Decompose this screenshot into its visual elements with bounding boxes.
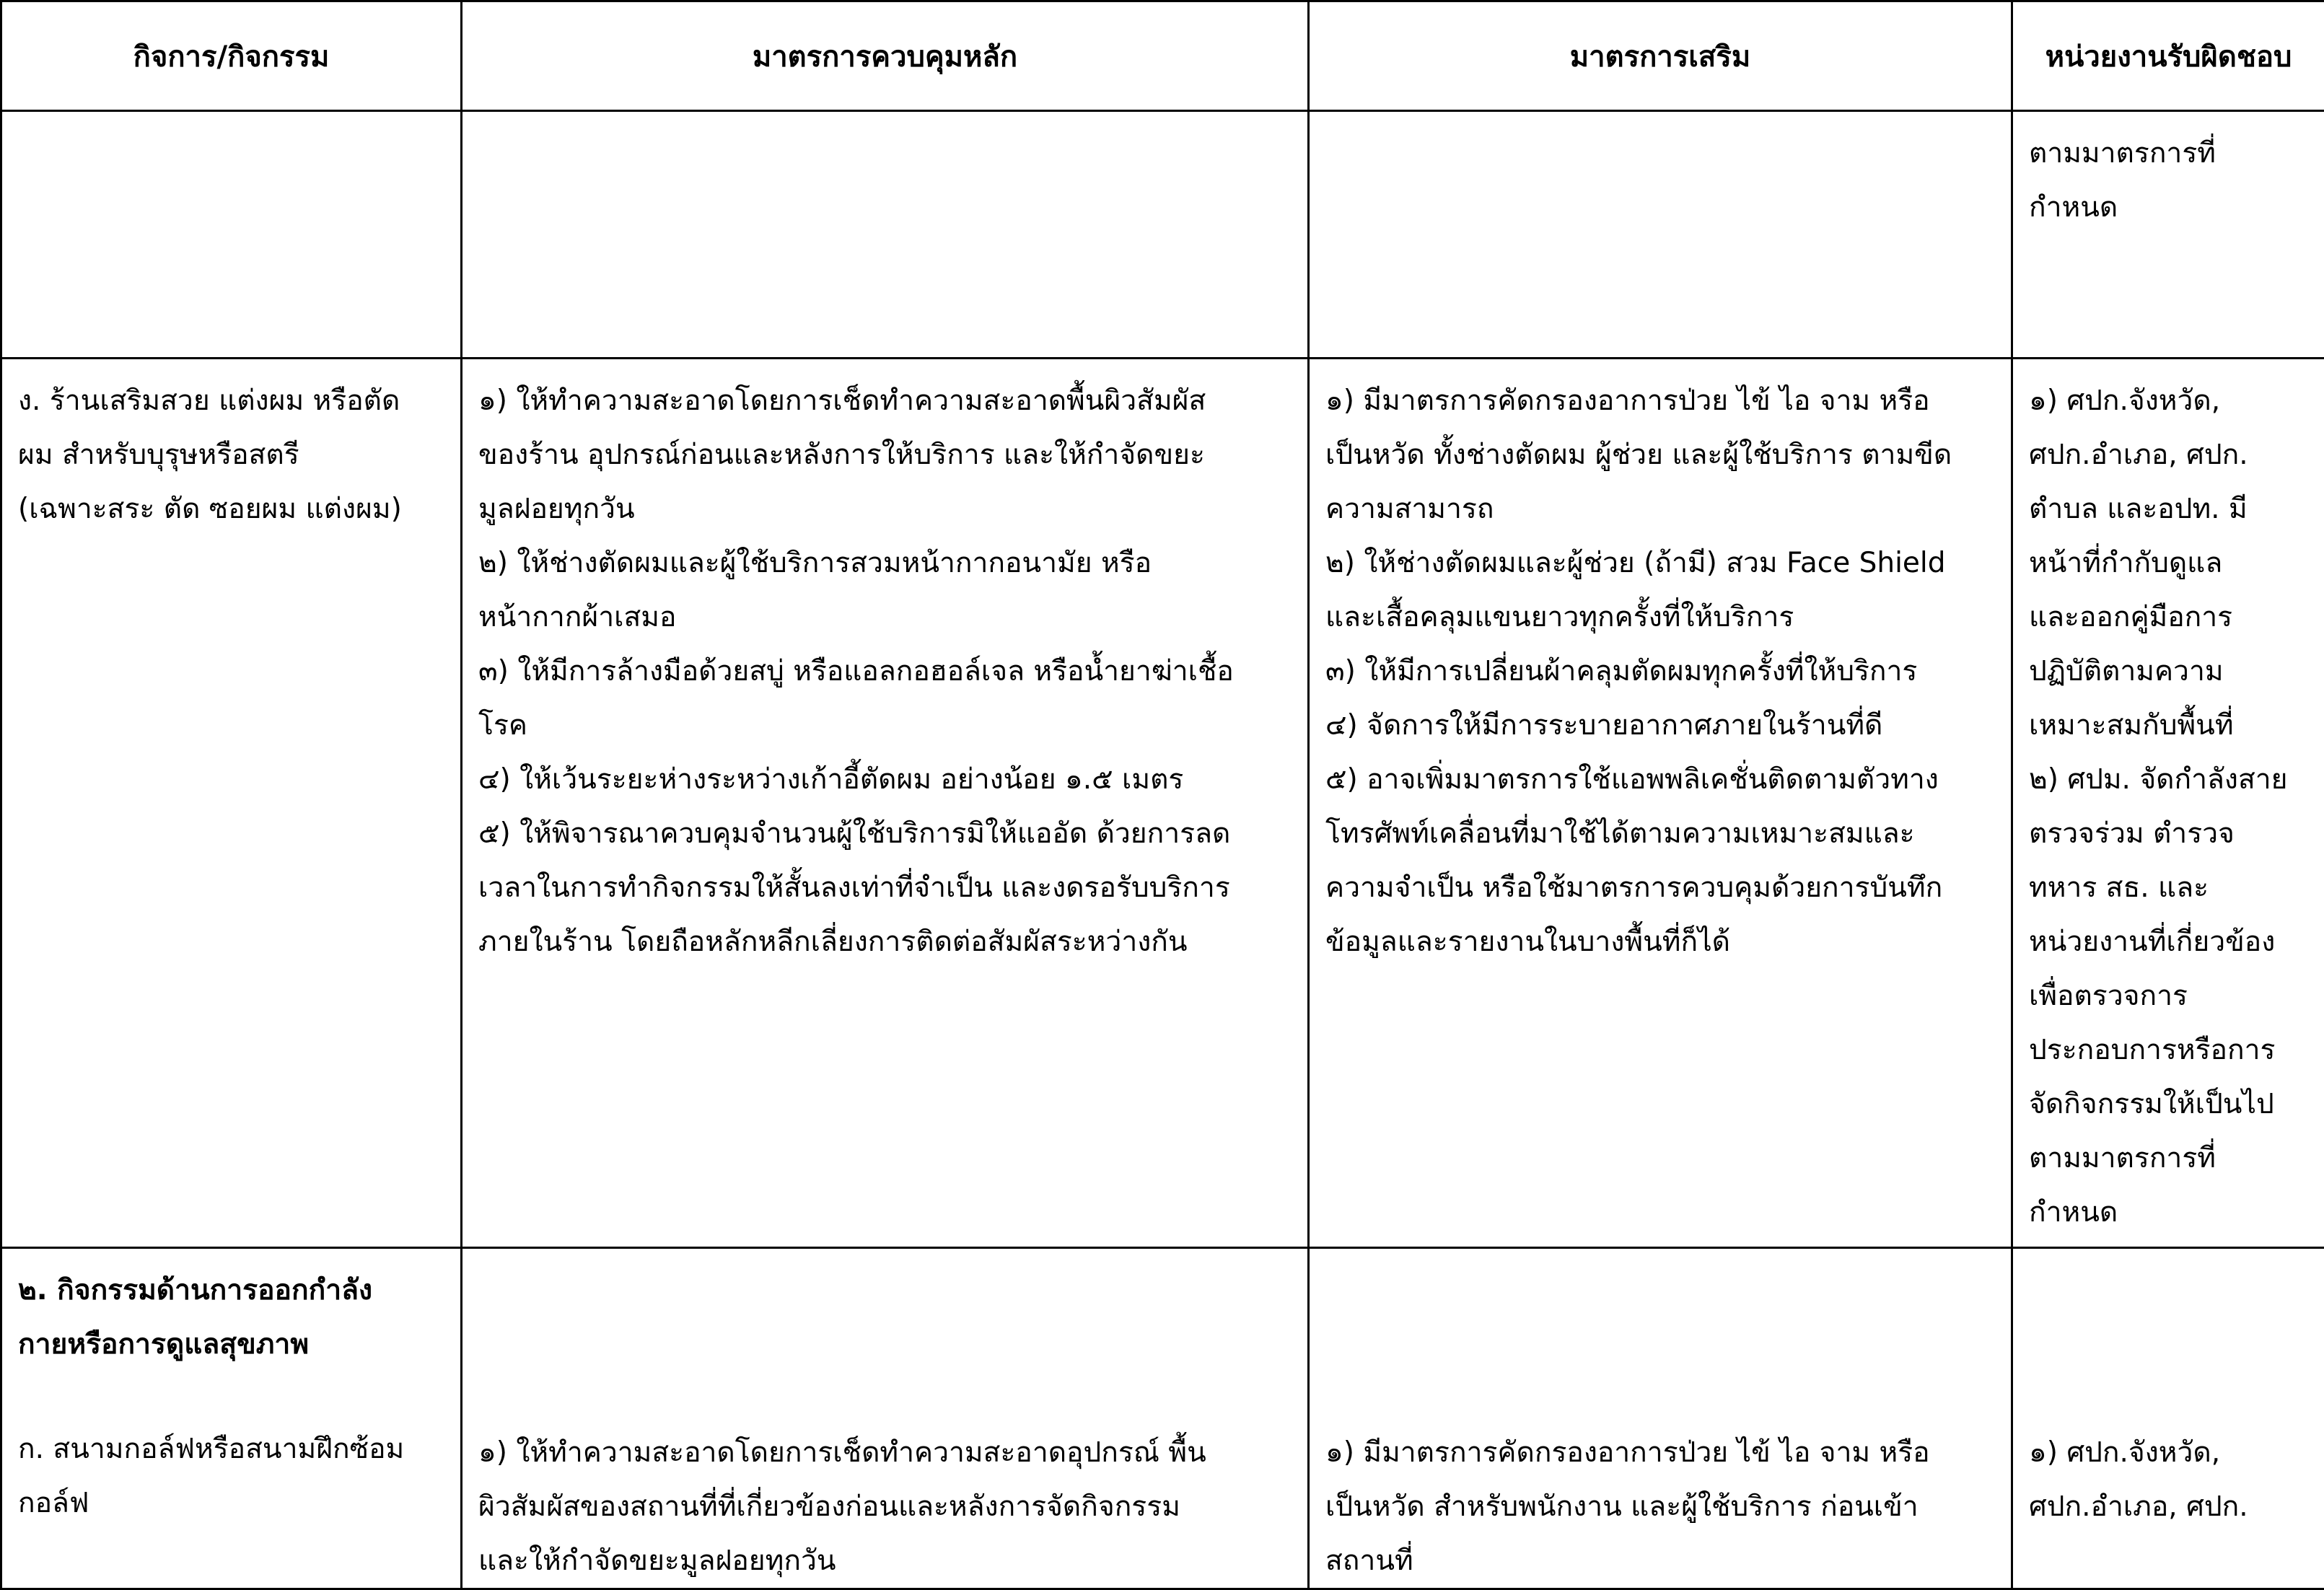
- main-measures-cell: ๑) ให้ทำความสะอาดโดยการเช็ดทำความสะอาดพื้นผิวสัมผัส ของร้าน อุปกรณ์ก่อนและหลังการให้บริการ และให้กำจัดขยะ มูลฝอยทุกวัน ๒) ให้ช่างตัดผมและผู้ใช้บริการสวมหน้ากากอนามัย หรือ หน้ากากผ้าเสมอ ๓) ให้มีการล้างมือด้วยสบู่ หรือแอลกอฮอล์เจล หรือน้ำยาฆ่าเชื้อ โรค ๔) ให้เว้นระยะห่างระหว่างเก้าอี้ตัดผม อย่างน้อย ๑.๕ เมตร ๕) ให้พิจารณาควบคุมจำนวนผู้ใช้บริการมิให้แออัด ด้วยการลด เวลาในการทำกิจกรรมให้สั้นลงเท่าที่จำเป็น และงดรอรับบริการ ภายในร้าน โดยถือหลักหลีกเลี่ยงการติดต่อสัมผัสระหว่างกัน: [462, 359, 1309, 1248]
- header-row: [1, 1, 2324, 111]
- section-heading: ๒. กิจกรรมด้านการออกกำลัง กายหรือการดูแลสุขภาพ: [18, 1263, 444, 1371]
- extra-measures-cell: ๑) มีมาตรการคัดกรองอาการป่วย ไข้ ไอ จาม หรือ เป็นหวัด ทั้งช่างตัดผม ผู้ช่วย และผู้ใช้บริการ ตามขีด ความสามารถ ๒) ให้ช่างตัดผมและผู้ช่วย (ถ้ามี) สวม Face Shield และเสื้อคลุมแขนยาวทุกครั้งที่ให้บริการ ๓) ให้มีการเปลี่ยนผ้าคลุมตัดผมทุกครั้งที่ให้บริการ ๔) จัดการให้มีการระบายอากาศภายในร้านที่ดี ๕) อาจเพิ่มมาตรการใช้แอพพลิเคชั่นติดตามตัวทาง โทรศัพท์เคลื่อนที่มาใช้ได้ตามความเหมาะสมและ ความจำเป็น หรือใช้มาตรการควบคุมด้วยการบันทึก ข้อมูลและรายงานในบางพื้นที่ก็ได้: [1309, 359, 2012, 1248]
- main-measures-cell: [462, 111, 1309, 359]
- table-row: [1, 359, 2324, 1248]
- responsible-cell: ตามมาตรการที่ กำหนด: [2012, 111, 2324, 359]
- header-responsible: หน่วยงานรับผิดชอบ: [2012, 1, 2324, 111]
- extra-measures-cell: ๑) มีมาตรการคัดกรองอาการป่วย ไข้ ไอ จาม หรือ เป็นหวัด สำหรับพนักงาน และผู้ใช้บริการ ก่อนเข้า สถานที่: [1309, 1248, 2012, 1589]
- activity-cell: ง. ร้านเสริมสวย แต่งผม หรือตัด ผม สำหรับบุรุษหรือสตรี (เฉพาะสระ ตัด ซอยผม แต่งผม): [1, 359, 462, 1248]
- responsible-cell: ๑) ศปก.จังหวัด, ศปก.อำเภอ, ศปก. ตำบล และอปท. มี หน้าที่กำกับดูแล และออกคู่มือการ ปฏิบัติตามความ เหมาะสมกับพื้นที่ ๒) ศปม. จัดกำลังสาย ตรวจร่วม ตำรวจ ทหาร สธ. และ หน่วยงานที่เกี่ยวข้อง เพื่อตรวจการ ประกอบการหรือการ จัดกิจกรรมให้เป็นไป ตามมาตรการที่ กำหนด: [2012, 359, 2324, 1248]
- table-row: [1, 111, 2324, 359]
- activity-cell: ๒. กิจกรรมด้านการออกกำลัง กายหรือการดูแลสุขภาพ ก. สนามกอล์ฟหรือสนามฝึกซ้อม กอล์ฟ: [1, 1248, 462, 1589]
- header-main-measures: มาตรการควบคุมหลัก: [462, 1, 1309, 111]
- activity-cell: [1, 111, 462, 359]
- responsible-cell: ๑) ศปก.จังหวัด, ศปก.อำเภอ, ศปก.: [2012, 1248, 2324, 1589]
- header-activity: กิจการ/กิจกรรม: [1, 1, 462, 111]
- header-extra-measures: มาตรการเสริม: [1309, 1, 2012, 111]
- extra-measures-cell: [1309, 111, 2012, 359]
- main-measures-cell: ๑) ให้ทำความสะอาดโดยการเช็ดทำความสะอาดอุปกรณ์ พื้น ผิวสัมผัสของสถานที่ที่เกี่ยวข้องก่อนและหลังการจัดกิจกรรม และให้กำจัดขยะมูลฝอยทุกวัน: [462, 1248, 1309, 1589]
- table-row: [1, 1248, 2324, 1589]
